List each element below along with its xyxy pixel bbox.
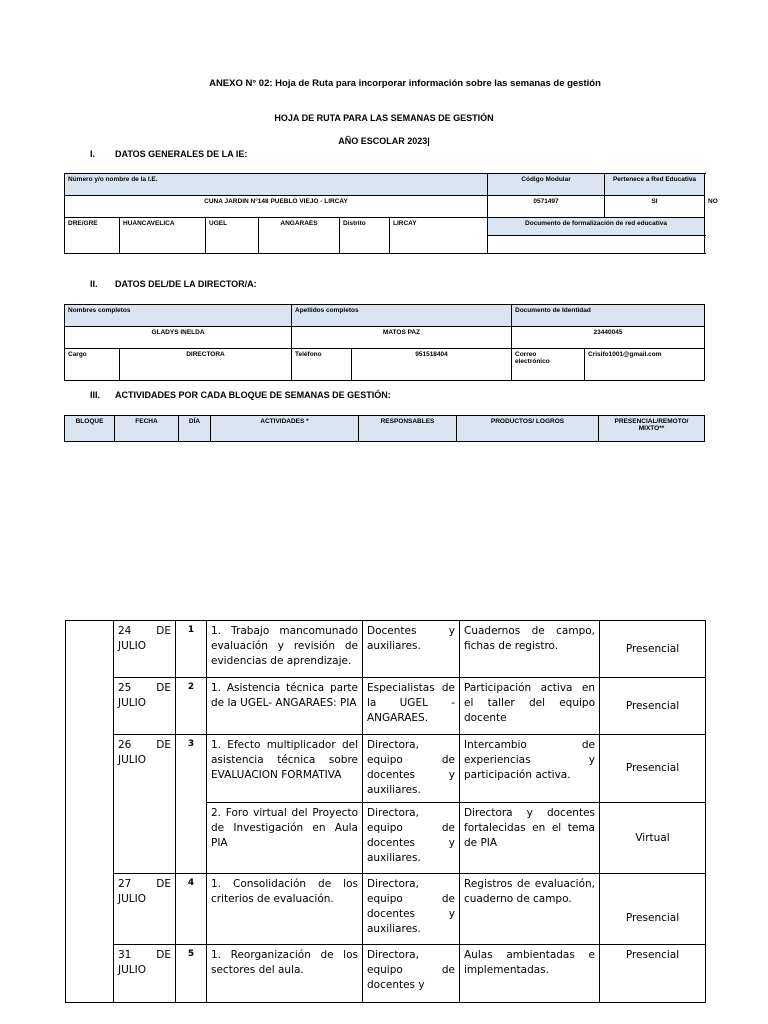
table-row — [66, 735, 706, 803]
responsables-cell: Directora, equipo de docentes y auxiliares. — [363, 735, 460, 803]
formalization-doc-value — [488, 236, 705, 254]
col-responsables: RESPONSABLES — [359, 416, 457, 442]
ugel-label: UGEL — [206, 218, 259, 254]
col-fecha: FECHA — [115, 416, 179, 442]
cargo-label: Cargo — [65, 349, 120, 381]
fecha-cell: 26 DE JULIO — [114, 735, 176, 874]
network-header: Pertenece a Red Educativa — [605, 174, 705, 196]
modalidad-cell: Presencial — [600, 678, 706, 735]
dre-value: HUANCAVELICA — [120, 218, 206, 254]
dia-cell: 1 — [176, 621, 207, 678]
responsables-cell: Directora, equipo de docentes y — [363, 945, 460, 1003]
table-row — [66, 678, 706, 735]
network-si: SI — [605, 196, 705, 218]
director-data-table — [64, 304, 705, 381]
section-1-title: DATOS GENERALES DE LA IE: — [115, 149, 248, 159]
col-actividades: ACTIVIDADES * — [211, 416, 359, 442]
table-row — [66, 621, 706, 678]
productos-cell: Intercambio de experiencias y participación activa. — [460, 735, 600, 803]
dia-cell: 5 — [176, 945, 207, 1003]
district-label: Distrito — [340, 218, 390, 254]
surnames-value: MATOS PAZ — [292, 327, 512, 349]
productos-cell: Directora y docentes fortalecidas en el tema de PIA — [460, 803, 600, 874]
id-header: Documento de Identidad — [512, 305, 705, 327]
col-bloque: BLOQUE — [65, 416, 115, 442]
activities-header-table — [64, 415, 705, 442]
productos-cell: Participación activa en el taller del equipo docente — [460, 678, 600, 735]
ie-name-value: CUNA JARDIN N°148 PUEBLO VIEJO - LIRCAY — [65, 196, 488, 218]
document-title: HOJA DE RUTA PARA LAS SEMANAS DE GESTIÓN — [274, 113, 494, 123]
section-3-title: ACTIVIDADES POR CADA BLOQUE DE SEMANAS DE GESTIÓN: — [115, 390, 391, 400]
actividad-cell: 1. Reorganización de los sectores del aula. — [207, 945, 363, 1003]
responsables-cell: Especialistas de la UGEL - ANGARAES. — [363, 678, 460, 735]
table-row — [66, 874, 706, 945]
dre-label: DRE/GRE — [65, 218, 120, 254]
fecha-cell: 24 DE JULIO — [114, 621, 176, 678]
productos-cell: Registros de evaluación, cuaderno de campo. — [460, 874, 600, 945]
modular-code-value: 0571497 — [488, 196, 605, 218]
actividad-cell: 1. Trabajo mancomunado evaluación y revisión de evidencias de aprendizaje. — [207, 621, 363, 678]
responsables-cell: Docentes y auxiliares. — [363, 621, 460, 678]
fecha-cell: 25 DE JULIO — [114, 678, 176, 735]
col-modalidad: PRESENCIAL/REMOTO/ MIXTO** — [599, 416, 705, 442]
section-2-number: II. — [90, 279, 98, 289]
modalidad-cell: Virtual — [600, 803, 706, 874]
actividad-cell: 1. Consolidación de los criterios de evaluación. — [207, 874, 363, 945]
cargo-value: DIRECTORA — [120, 349, 292, 381]
district-value: LIRCAY — [390, 218, 488, 254]
email-label: Correo electrónico — [512, 349, 585, 381]
modalidad-cell: Presencial — [600, 874, 706, 945]
fecha-cell: 27 DE JULIO — [114, 874, 176, 945]
modular-code-header: Código Modular — [488, 174, 605, 196]
actividad-cell: 1. Asistencia técnica parte de la UGEL- ANGARAES: PIA — [207, 678, 363, 735]
section-3-number: III. — [90, 390, 101, 400]
col-dia: DÍA — [179, 416, 211, 442]
col-productos: PRODUCTOS/ LOGROS — [457, 416, 599, 442]
annex-title: ANEXO N° 02: Hoja de Ruta para incorporar información sobre las semanas de gestión — [209, 78, 601, 89]
ie-name-header: Número y/o nombre de la I.E. — [65, 174, 488, 196]
section-1-number: I. — [90, 149, 96, 159]
names-value: GLADYS INELDA — [65, 327, 292, 349]
responsables-cell: Directora, equipo de docentes y auxiliares. — [363, 803, 460, 874]
modalidad-cell: Presencial — [600, 735, 706, 803]
ugel-value: ANGARAES — [259, 218, 340, 254]
dia-cell: 4 — [176, 874, 207, 945]
productos-cell: Cuadernos de campo, fichas de registro. — [460, 621, 600, 678]
responsables-cell: Directora, equipo de docentes y auxiliares. — [363, 874, 460, 945]
bloque-cell — [66, 621, 114, 1003]
formalization-doc-header: Documento de formalización de red educativa — [488, 218, 705, 236]
modalidad-cell: Presencial — [600, 621, 706, 678]
id-value: 23440045 — [512, 327, 705, 349]
productos-cell: Aulas ambientadas e implementadas. — [460, 945, 600, 1003]
ie-general-data-table: Número y/o nombre de la I.E. Código Modular Pertenece a Red Educativa CUNA JARDIN N°148 PUEBLO VIEJO - LIRCAY 0571497 SI NO DRE/GRE HUANCAVELICA UGEL ANGARAES Distrito LIRCAY Documento de formalización de red educativa — [64, 173, 705, 254]
modalidad-cell: Presencial — [600, 945, 706, 1003]
dia-cell: 2 — [176, 678, 207, 735]
actividad-cell: 1. Efecto multiplicador del asistencia técnica sobre EVALUACION FORMATIVA — [207, 735, 363, 803]
phone-label: Teléfono — [292, 349, 352, 381]
dia-cell: 3 — [176, 735, 207, 874]
phone-value: 951518404 — [352, 349, 512, 381]
fecha-cell: 31 DE JULIO — [114, 945, 176, 1003]
school-year: AÑO ESCOLAR 2023| — [338, 136, 430, 146]
section-2-title: DATOS DEL/DE LA DIRECTOR/A: — [115, 279, 257, 289]
actividad-cell: 2. Foro virtual del Proyecto de Investigación en Aula PIA — [207, 803, 363, 874]
activities-table — [65, 620, 706, 1003]
email-value: Crisifo1001@gmail.com — [585, 349, 705, 381]
names-header: Nombres completos — [65, 305, 292, 327]
table-row — [66, 945, 706, 1003]
surnames-header: Apellidos completos — [292, 305, 512, 327]
